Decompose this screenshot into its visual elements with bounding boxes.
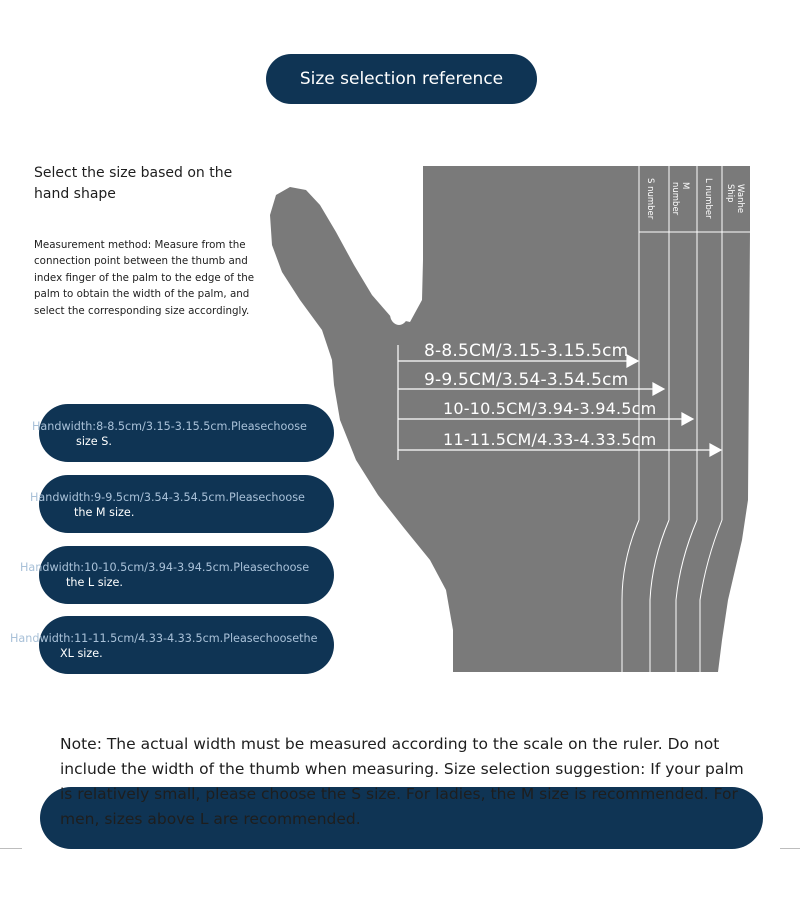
size-m-line1: Handwidth:9-9.5cm/3.54-3.54.5cm.Pleasechoose: [30, 491, 305, 504]
column-label-s: S number: [645, 178, 655, 220]
measurement-label-m: 9-9.5CM/3.54-3.54.5cm: [424, 370, 629, 390]
size-m-text: [30, 490, 305, 520]
intro-heading: Select the size based on the hand shape: [34, 165, 233, 202]
measurement-label-l: 10-10.5CM/3.94-3.94.5cm: [443, 399, 657, 418]
size-s-text: [32, 419, 307, 449]
column-label-m: M number: [670, 182, 690, 216]
thumb-web-marker: [390, 303, 408, 325]
measurement-label-xl: 11-11.5CM/4.33-4.33.5cm: [443, 430, 657, 449]
measurement-label-s: 8-8.5CM/3.15-3.15.5cm: [424, 341, 629, 361]
size-xl-line1: Handwidth:11-11.5cm/4.33-4.33.5cm.Pleasechoosethe: [10, 632, 318, 645]
size-l-line1: Handwidth:10-10.5cm/3.94-3.94.5cm.Pleasechoose: [20, 561, 310, 574]
size-l-text: [20, 560, 309, 590]
size-s-line2: size S.: [76, 435, 112, 448]
column-label-ship: Wanhe Ship: [725, 184, 745, 214]
size-m-line2: the M size.: [74, 506, 135, 519]
size-note: Note: The actual width must be measured according to the scale on the ruler. Do not include the width of the thumb when measuring. Size selection suggestion: If your palm is relatively small, please choose the S size. For ladies, the M size is recommended. For men, sizes above L are recommended.: [60, 735, 744, 828]
measurement-method: Measurement method: Measure from the connection point between the thumb and index finger of the palm to the edge of the palm to obtain the width of the palm, and select the corresponding size accordingly.: [34, 239, 255, 317]
column-label-l: L number: [703, 178, 713, 219]
size-xl-text: [10, 631, 318, 661]
page-title: Size selection reference: [299, 69, 504, 89]
divider-left: [0, 848, 22, 849]
size-l-line2: the L size.: [66, 576, 123, 589]
size-s-line1: Handwidth:8-8.5cm/3.15-3.15.5cm.Pleasechoose: [32, 420, 307, 433]
size-xl-line2: XL size.: [60, 647, 103, 660]
divider-right: [780, 848, 800, 849]
